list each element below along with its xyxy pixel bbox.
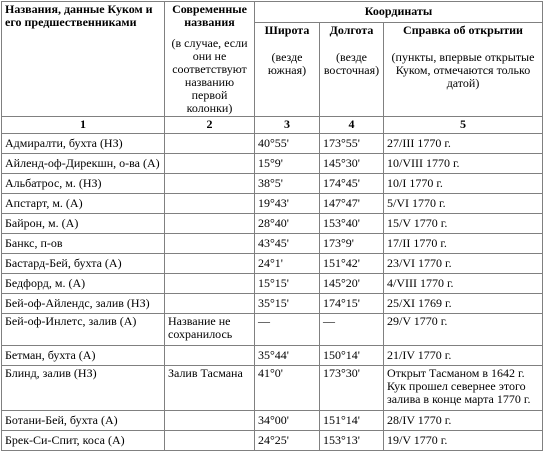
- place-name-cell: Блинд, залив (НЗ): [2, 366, 165, 411]
- header-names-label: Названия, данные Куком и его предшественниками: [5, 2, 153, 29]
- table-row: [2, 134, 543, 154]
- header-lon-note: (везде восточная): [323, 49, 380, 77]
- modern-name-cell: [165, 134, 255, 154]
- latitude-cell: —: [255, 314, 320, 346]
- table-row: [2, 194, 543, 214]
- header-lon-label: Долгота: [329, 22, 374, 37]
- header-modern: [165, 2, 255, 117]
- discovery-info-cell: 10/VIII 1770 г.: [384, 154, 543, 174]
- place-name-cell: Бей-оф-Айлендс, залив (НЗ): [2, 294, 165, 314]
- header-discovery: [384, 22, 543, 116]
- table-row: [2, 294, 543, 314]
- place-name-cell: Ботани-Бей, бухта (А): [2, 411, 165, 431]
- discovery-info-cell: 25/XI 1769 г.: [384, 294, 543, 314]
- modern-name-cell: [165, 346, 255, 366]
- table-row: [2, 431, 543, 451]
- latitude-cell: 40°55': [255, 134, 320, 154]
- place-name-cell: Бей-оф-Инлетс, залив (А): [2, 314, 165, 346]
- place-name-cell: Айленд-оф-Дирекшн, о-ва (А): [2, 154, 165, 174]
- latitude-cell: 34°00': [255, 411, 320, 431]
- modern-name-cell: [165, 214, 255, 234]
- column-number: 3: [255, 117, 320, 134]
- place-name-cell: Апстарт, м. (А): [2, 194, 165, 214]
- header-modern-note: (в случае, если они не соответствуют названию первой колонки): [171, 36, 248, 115]
- longitude-cell: 151°14': [320, 411, 384, 431]
- latitude-cell: 41°0': [255, 366, 320, 411]
- modern-name-cell: [165, 294, 255, 314]
- discovery-info-cell: 15/V 1770 г.: [384, 214, 543, 234]
- place-name-cell: Адмиралти, бухта (НЗ): [2, 134, 165, 154]
- discovery-info-cell: 23/VI 1770 г.: [384, 254, 543, 274]
- modern-name-cell: [165, 254, 255, 274]
- table-row: [2, 274, 543, 294]
- longitude-cell: 145°20': [320, 274, 384, 294]
- table-row: [2, 254, 543, 274]
- place-name-cell: Банкс, п-ов: [2, 234, 165, 254]
- discovery-info-cell: 28/IV 1770 г.: [384, 411, 543, 431]
- latitude-cell: 28°40': [255, 214, 320, 234]
- longitude-cell: 174°15': [320, 294, 384, 314]
- header-coords-label: Координаты: [364, 4, 433, 19]
- column-number: 5: [384, 117, 543, 134]
- discovery-info-cell: 19/V 1770 г.: [384, 431, 543, 451]
- longitude-cell: —: [320, 314, 384, 346]
- longitude-cell: 173°55': [320, 134, 384, 154]
- longitude-cell: 173°30': [320, 366, 384, 411]
- latitude-cell: 19°43': [255, 194, 320, 214]
- longitude-cell: 174°45': [320, 174, 384, 194]
- modern-name-cell: Название не сохранилось: [165, 314, 255, 346]
- discovery-info-cell: 29/V 1770 г.: [384, 314, 543, 346]
- discovery-info-cell: 4/VIII 1770 г.: [384, 274, 543, 294]
- longitude-cell: 147°47': [320, 194, 384, 214]
- table-row: [2, 154, 543, 174]
- header-names: [2, 2, 165, 117]
- header-discovery-note: (пункты, впервые открытые Куком, отмечаются только датой): [391, 49, 535, 90]
- header-lat: [255, 22, 320, 116]
- modern-name-cell: [165, 431, 255, 451]
- discovery-info-cell: 27/III 1770 г.: [384, 134, 543, 154]
- longitude-cell: 145°30': [320, 154, 384, 174]
- modern-name-cell: [165, 274, 255, 294]
- latitude-cell: 24°1': [255, 254, 320, 274]
- latitude-cell: 24°25': [255, 431, 320, 451]
- longitude-cell: 153°13': [320, 431, 384, 451]
- coordinates-table: [1, 1, 543, 451]
- discovery-info-cell: 5/VI 1770 г.: [384, 194, 543, 214]
- longitude-cell: 150°14': [320, 346, 384, 366]
- place-name-cell: Байрон, м. (А): [2, 214, 165, 234]
- column-number: 4: [320, 117, 384, 134]
- table-row: [2, 411, 543, 431]
- place-name-cell: Бетман, бухта (А): [2, 346, 165, 366]
- table-row: [2, 214, 543, 234]
- latitude-cell: 15°15': [255, 274, 320, 294]
- place-name-cell: Бедфорд, м. (А): [2, 274, 165, 294]
- latitude-cell: 35°15': [255, 294, 320, 314]
- header-discovery-label: Справка об открытии: [403, 22, 523, 37]
- column-number-row: [2, 117, 543, 134]
- modern-name-cell: Залив Тасмана: [165, 366, 255, 411]
- modern-name-cell: [165, 154, 255, 174]
- modern-name-cell: [165, 234, 255, 254]
- latitude-cell: 15°9': [255, 154, 320, 174]
- table-row: [2, 346, 543, 366]
- column-number: 2: [165, 117, 255, 134]
- discovery-info-cell: 17/II 1770 г.: [384, 234, 543, 254]
- table-row: [2, 234, 543, 254]
- place-name-cell: Брек-Си-Спит, коса (А): [2, 431, 165, 451]
- latitude-cell: 35°44': [255, 346, 320, 366]
- place-name-cell: Бастард-Бей, бухта (А): [2, 254, 165, 274]
- latitude-cell: 43°45': [255, 234, 320, 254]
- header-lat-note: (везде южная): [267, 49, 307, 77]
- discovery-info-cell: Открыт Тасманом в 1642 г. Кук прошел севернее этого залива в конце марта 1770 г.: [384, 366, 543, 411]
- modern-name-cell: [165, 174, 255, 194]
- modern-name-cell: [165, 194, 255, 214]
- longitude-cell: 153°40': [320, 214, 384, 234]
- latitude-cell: 38°5': [255, 174, 320, 194]
- longitude-cell: 151°42': [320, 254, 384, 274]
- header-lon: [320, 22, 384, 116]
- modern-name-cell: [165, 411, 255, 431]
- column-number: 1: [2, 117, 165, 134]
- table-row: [2, 314, 543, 346]
- discovery-info-cell: 21/IV 1770 г.: [384, 346, 543, 366]
- header-coords: [255, 2, 543, 23]
- header-modern-label: Современные названия: [172, 2, 247, 29]
- header-lat-label: Широта: [264, 22, 310, 37]
- table-row: [2, 174, 543, 194]
- table-row: [2, 366, 543, 411]
- longitude-cell: 173°9': [320, 234, 384, 254]
- place-name-cell: Альбатрос, м. (НЗ): [2, 174, 165, 194]
- discovery-info-cell: 10/I 1770 г.: [384, 174, 543, 194]
